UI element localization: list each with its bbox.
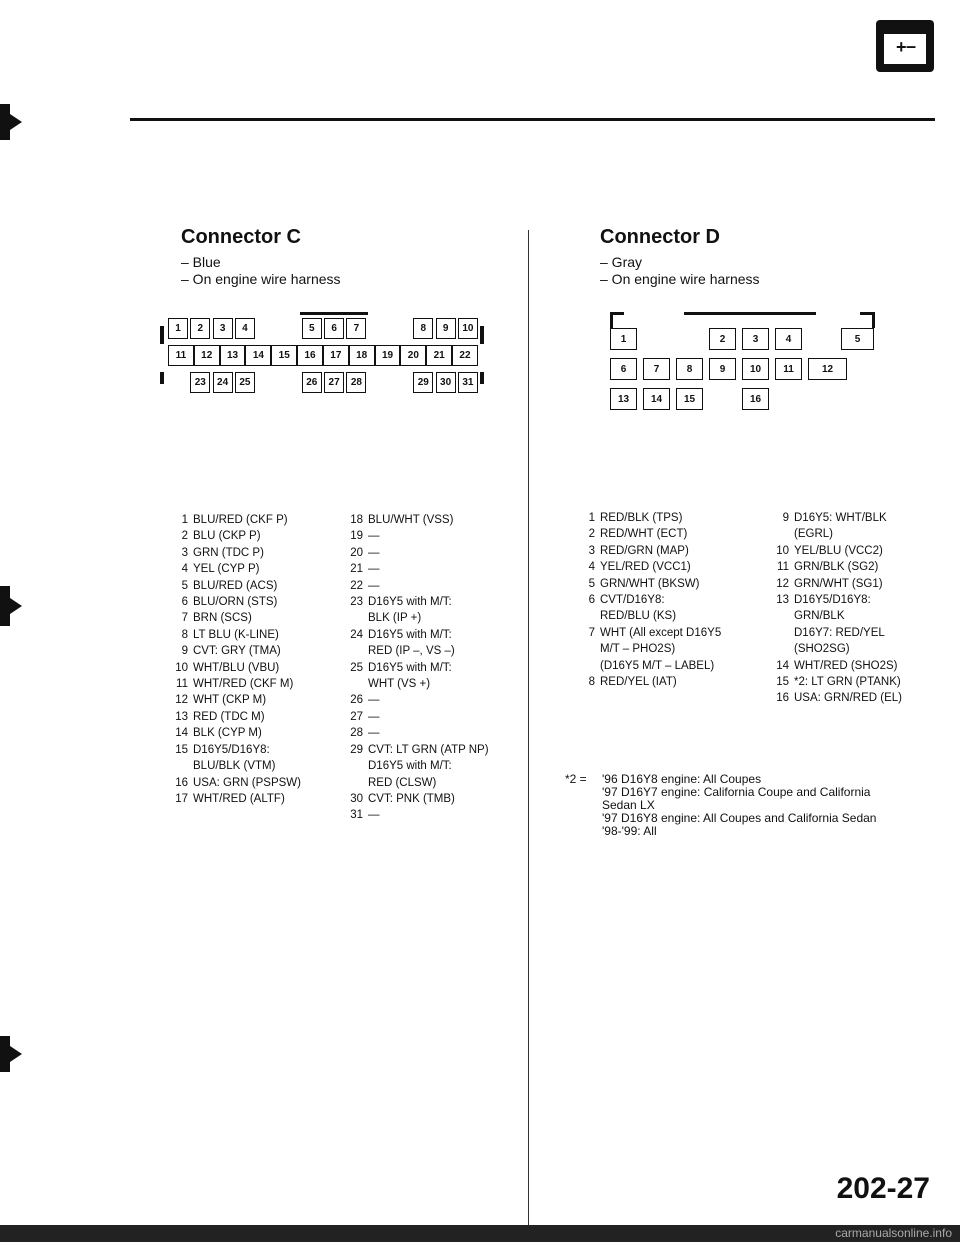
pin-description: —: [368, 579, 380, 592]
connector-d-diagram: [610, 308, 860, 418]
pin-number: 8: [588, 676, 595, 689]
pin-description: —: [368, 694, 380, 707]
pin-description: —: [368, 563, 380, 576]
pin-cell: 8: [676, 358, 703, 380]
pin-description: RED/YEL (IAT): [600, 676, 677, 689]
pin-number: 5: [588, 577, 595, 590]
pin-cell: 15: [271, 345, 297, 366]
pin-description: BRN (SCS): [193, 612, 252, 625]
pin-cell: 12: [808, 358, 847, 380]
footnote-mark: *2 =: [565, 772, 587, 786]
pin-description: YEL (CYP P): [193, 563, 260, 576]
pin-row: [577, 559, 721, 575]
pin-row: [170, 610, 301, 626]
pin-description: CVT/D16Y8: RED/BLU (KS): [600, 594, 677, 623]
pin-cell: 27: [324, 372, 344, 393]
connector-d-title: Connector D: [600, 226, 720, 248]
pin-cell: 16: [297, 345, 323, 366]
pin-row: [345, 545, 489, 561]
connector-c-details: – Blue – On engine wire harness: [181, 254, 341, 287]
pin-description: BLU/WHT (VSS): [368, 514, 454, 526]
pin-cell: 9: [709, 358, 736, 380]
pin-description: —: [368, 530, 380, 543]
pin-number: 27: [350, 710, 363, 723]
pin-cell: 19: [375, 345, 401, 366]
pin-cell: 2: [190, 318, 210, 339]
pin-number: 13: [175, 710, 188, 723]
connector-c-pins-right: [345, 512, 489, 824]
pin-description: D16Y5: WHT/BLK (EGRL): [794, 512, 887, 541]
pin-description: WHT/RED (SHO2S): [794, 659, 898, 672]
pin-description: —: [368, 546, 380, 559]
pin-row: [345, 561, 489, 577]
connector-c-title: Connector C: [181, 226, 301, 248]
pin-description: BLU/ORN (STS): [193, 596, 278, 609]
pin-description: GRN/WHT (BKSW): [600, 577, 700, 590]
pin-number: 25: [350, 661, 363, 674]
pin-number: 9: [181, 645, 188, 658]
pin-row: [577, 543, 721, 559]
pin-cell: 3: [742, 328, 769, 350]
connector-d-pins-left: [577, 510, 721, 690]
pin-description: YEL/BLU (VCC2): [794, 544, 883, 557]
pin-description: D16Y5/D16Y8: GRN/BLK D16Y7: RED/YEL (SHO2SG): [794, 594, 885, 656]
pin-number: 21: [350, 563, 363, 576]
pin-cell: 8: [413, 318, 433, 339]
pin-row: [345, 742, 489, 791]
pin-description: GRN (TDC P): [193, 546, 264, 559]
pin-row: [345, 660, 489, 693]
pin-number: 15: [776, 676, 789, 689]
pin-number: 8: [181, 628, 188, 641]
pin-description: WHT (CKP M): [193, 694, 267, 707]
pin-number: 3: [588, 544, 595, 557]
pin-row: [170, 709, 301, 725]
pin-number: 24: [350, 628, 363, 641]
pin-cell: 31: [458, 372, 478, 393]
pin-cell: 6: [324, 318, 344, 339]
pin-cell: 25: [235, 372, 255, 393]
pin-number: 3: [181, 546, 188, 559]
pin-cell: 18: [349, 345, 375, 366]
pin-description: RED/WHT (ECT): [600, 528, 688, 541]
pin-cell: 2: [709, 328, 736, 350]
pin-cell: 6: [610, 358, 637, 380]
pin-cell: 28: [346, 372, 366, 393]
pin-number: 14: [175, 727, 188, 740]
pin-description: RED/GRN (MAP): [600, 544, 689, 557]
pin-cell: 10: [458, 318, 478, 339]
pin-row: [345, 709, 489, 725]
pin-description: WHT/RED (CKF M): [193, 678, 294, 691]
pin-cell: 16: [742, 388, 769, 410]
connector-c-diagram: [160, 312, 480, 402]
pin-cell: 26: [302, 372, 322, 393]
pin-row: [170, 742, 301, 775]
pin-cell: 7: [346, 318, 366, 339]
pin-row: [771, 674, 902, 690]
pin-row: [577, 510, 721, 526]
pin-row: [577, 625, 721, 674]
pin-description: —: [368, 710, 380, 723]
pin-number: 7: [588, 626, 595, 639]
pin-number: 10: [776, 544, 789, 557]
pin-row: [170, 692, 301, 708]
pin-number: 16: [175, 776, 188, 789]
pin-number: 31: [350, 809, 363, 822]
pin-row: [170, 775, 301, 791]
pin-description: CVT: PNK (TMB): [368, 792, 455, 805]
pin-cell: 5: [302, 318, 322, 339]
pin-row: [577, 592, 721, 625]
pin-description: LT BLU (K-LINE): [193, 628, 279, 641]
pin-row: [345, 807, 489, 823]
pin-number: 11: [176, 678, 188, 691]
footnote-text: '96 D16Y8 engine: All Coupes '97 D16Y7 engine: California Coupe and California Sedan LX '97 D16Y8 engine: All Coupes and California Sedan '98-'99: All: [602, 772, 877, 838]
pin-number: 5: [181, 579, 188, 592]
pin-description: GRN/BLK (SG2): [794, 561, 879, 574]
pin-row: [170, 725, 301, 741]
pin-row: [577, 576, 721, 592]
pin-number: 12: [776, 577, 789, 590]
pin-description: RED (TDC M): [193, 710, 265, 723]
connector-outline: [480, 372, 484, 384]
pin-description: WHT/RED (ALTF): [193, 792, 285, 805]
page-number: 202-27: [836, 1172, 930, 1205]
pin-number: 1: [588, 512, 595, 524]
pin-description: D16Y5 with M/T: RED (IP –, VS –): [368, 628, 455, 658]
pin-number: 18: [350, 514, 363, 526]
pin-cell: 3: [213, 318, 233, 339]
pin-cell: 13: [610, 388, 637, 410]
pin-number: 14: [776, 659, 789, 672]
connector-outline: [610, 312, 624, 315]
pin-cell: 30: [436, 372, 456, 393]
pin-row: [345, 627, 489, 660]
pin-row: [771, 658, 902, 674]
pin-description: USA: GRN/RED (EL): [794, 692, 902, 705]
pin-cell: 9: [436, 318, 456, 339]
pin-cell: 21: [426, 345, 452, 366]
pin-row: [345, 578, 489, 594]
pin-row: [771, 690, 902, 706]
pin-description: —: [368, 809, 380, 822]
connector-outline: [684, 312, 816, 315]
pin-row: [345, 692, 489, 708]
pin-row: [345, 791, 489, 807]
pin-cell: 24: [213, 372, 233, 393]
pin-row: [170, 643, 301, 659]
pin-number: 6: [588, 594, 595, 607]
pin-cell: 12: [194, 345, 220, 366]
pin-description: YEL/RED (VCC1): [600, 561, 691, 574]
pin-row: [345, 594, 489, 627]
pin-number: 7: [181, 612, 188, 625]
pin-number: 9: [782, 512, 789, 524]
pin-cell: 4: [775, 328, 802, 350]
pin-row: [345, 725, 489, 741]
pin-cell: 17: [323, 345, 349, 366]
pin-number: 26: [350, 694, 363, 707]
pin-number: 22: [350, 579, 363, 592]
pin-number: 15: [175, 743, 188, 756]
pin-description: D16Y5 with M/T: BLK (IP +): [368, 596, 452, 625]
pin-row: [345, 512, 489, 528]
pin-number: 23: [350, 596, 363, 609]
pin-number: 12: [175, 694, 188, 707]
pin-cell: 10: [742, 358, 769, 380]
pin-row: [170, 528, 301, 544]
pin-row: [771, 576, 902, 592]
pin-description: GRN/WHT (SG1): [794, 577, 883, 590]
pin-description: BLU (CKP P): [193, 530, 261, 543]
pin-cell: 14: [643, 388, 670, 410]
pin-number: 30: [350, 792, 363, 805]
connector-outline: [480, 326, 484, 344]
pin-number: 10: [175, 661, 188, 674]
pin-description: D16Y5 with M/T: WHT (VS +): [368, 661, 452, 691]
pin-number: 28: [350, 727, 363, 740]
connector-outline: [300, 312, 369, 315]
pin-description: WHT (All except D16Y5 M/T – PHO2S) (D16Y5 M/T – LABEL): [600, 626, 722, 672]
pin-description: *2: LT GRN (PTANK): [794, 676, 901, 689]
pin-cell: 11: [168, 345, 194, 366]
pin-description: BLK (CYP M): [193, 727, 262, 740]
connector-outline: [160, 372, 164, 384]
pin-number: 1: [181, 514, 188, 526]
pin-cell: 7: [643, 358, 670, 380]
pin-row: [170, 545, 301, 561]
pin-number: 6: [181, 596, 188, 609]
pin-description: D16Y5/D16Y8: BLU/BLK (VTM): [193, 743, 276, 773]
pin-row: [771, 592, 902, 658]
pin-row: [170, 676, 301, 692]
pin-row: [170, 578, 301, 594]
pin-number: 4: [588, 561, 595, 574]
pin-row: [170, 594, 301, 610]
pin-number: 16: [776, 692, 789, 705]
pin-cell: 4: [235, 318, 255, 339]
pin-row: [577, 674, 721, 690]
pin-description: CVT: GRY (TMA): [193, 645, 281, 658]
pin-cell: 5: [841, 328, 874, 350]
pin-description: CVT: LT GRN (ATP NP) D16Y5 with M/T: RED (CLSW): [368, 743, 489, 789]
watermark: carmanualsonline.info: [0, 1225, 960, 1242]
pin-description: RED/BLK (TPS): [600, 512, 683, 524]
connector-outline: [160, 326, 164, 344]
connector-d-details: – Gray – On engine wire harness: [600, 254, 760, 287]
pin-cell: 15: [676, 388, 703, 410]
pin-description: BLU/RED (CKF P): [193, 514, 288, 526]
pin-cell: 29: [413, 372, 433, 393]
pin-cell: 1: [168, 318, 188, 339]
top-rule: [130, 118, 935, 121]
pin-cell: 20: [400, 345, 426, 366]
pin-row: [345, 528, 489, 544]
pin-description: —: [368, 727, 380, 740]
pin-row: [170, 791, 301, 807]
pin-number: 19: [350, 530, 363, 543]
pin-cell: 22: [452, 345, 478, 366]
pin-number: 2: [181, 530, 188, 543]
pin-row: [771, 559, 902, 575]
pin-cell: 23: [190, 372, 210, 393]
pin-row: [771, 510, 902, 543]
pin-cell: 1: [610, 328, 637, 350]
pin-number: 17: [175, 792, 188, 805]
pin-cell: 13: [220, 345, 246, 366]
battery-icon: + –: [876, 20, 934, 72]
pin-cell: 11: [775, 358, 802, 380]
pin-row: [170, 660, 301, 676]
connector-c-pins-left: [170, 512, 301, 807]
pin-row: [771, 543, 902, 559]
column-divider: [528, 230, 529, 1230]
pin-cell: 14: [245, 345, 271, 366]
pin-description: USA: GRN (PSPSW): [193, 776, 301, 789]
pin-description: WHT/BLU (VBU): [193, 661, 280, 674]
pin-number: 2: [588, 528, 595, 541]
pin-row: [170, 512, 301, 528]
pin-number: 13: [776, 594, 789, 607]
pin-number: 11: [777, 561, 789, 574]
pin-row: [577, 526, 721, 542]
pin-row: [170, 561, 301, 577]
pin-number: 29: [350, 743, 363, 756]
pin-row: [170, 627, 301, 643]
connector-d-pins-right: [771, 510, 902, 707]
pin-number: 4: [181, 563, 188, 576]
connector-outline: [860, 312, 874, 315]
pin-description: BLU/RED (ACS): [193, 579, 278, 592]
pin-number: 20: [350, 546, 363, 559]
